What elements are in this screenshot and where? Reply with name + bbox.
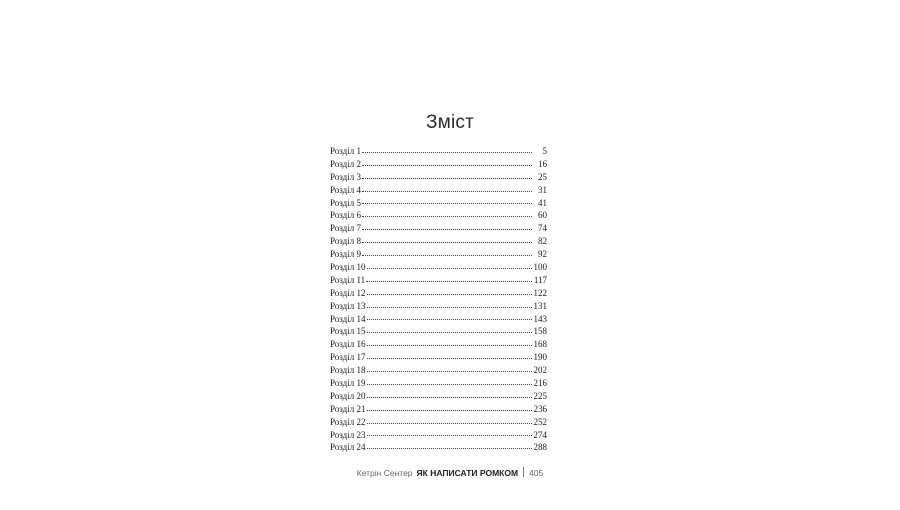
toc-entry bbox=[330, 416, 547, 429]
toc-entry-label: Розділ 21 bbox=[330, 403, 366, 414]
footer-author: Кетрін Сентер bbox=[356, 468, 413, 478]
toc-entry-page: 122 bbox=[533, 287, 547, 298]
toc-entry-label: Розділ 15 bbox=[330, 326, 366, 337]
toc-entry bbox=[330, 171, 547, 184]
toc-entry bbox=[330, 300, 547, 313]
toc-entry-page: 252 bbox=[533, 416, 547, 427]
toc-dot-leader bbox=[367, 267, 533, 269]
toc-entry bbox=[330, 145, 547, 158]
toc-entry-label: Розділ 8 bbox=[330, 236, 361, 247]
toc-entry-page: 274 bbox=[533, 429, 547, 440]
toc-dot-leader bbox=[367, 447, 533, 449]
toc-dot-leader bbox=[367, 306, 533, 308]
toc-dot-leader bbox=[367, 422, 533, 424]
toc-entry-label: Розділ 18 bbox=[330, 365, 366, 376]
toc-entry bbox=[330, 351, 547, 364]
toc-entry-label: Розділ 3 bbox=[330, 171, 361, 182]
toc-dot-leader bbox=[362, 151, 532, 153]
toc-entry-page: 100 bbox=[533, 262, 547, 273]
toc-entry bbox=[330, 390, 547, 403]
toc-entry-page: 60 bbox=[538, 210, 547, 221]
toc-entry-page: 25 bbox=[538, 171, 547, 182]
toc-dot-leader bbox=[367, 396, 533, 398]
toc-entry bbox=[330, 338, 547, 351]
toc-dot-leader bbox=[362, 164, 532, 166]
toc-dot-leader bbox=[367, 383, 533, 385]
toc-entry bbox=[330, 261, 547, 274]
toc-entry-label: Розділ 6 bbox=[330, 210, 361, 221]
toc-entry bbox=[330, 197, 547, 210]
toc-entry-page: 92 bbox=[538, 249, 547, 260]
toc-entry-label: Розділ 17 bbox=[330, 352, 366, 363]
toc-entry bbox=[330, 209, 547, 222]
toc-entry-page: 31 bbox=[538, 184, 547, 195]
toc-dot-leader bbox=[362, 228, 532, 230]
footer-book-title: ЯК НАПИСАТИ РОМКОМ bbox=[416, 468, 519, 478]
toc-dot-leader bbox=[362, 241, 532, 243]
toc-entry bbox=[330, 377, 547, 390]
toc-dot-leader bbox=[362, 254, 532, 256]
toc-entry bbox=[330, 158, 547, 171]
toc-dot-leader bbox=[367, 409, 533, 411]
toc-entry bbox=[330, 235, 547, 248]
toc-entry bbox=[330, 403, 547, 416]
page-footer bbox=[0, 467, 900, 478]
toc-entry-page: 202 bbox=[533, 365, 547, 376]
toc-dot-leader bbox=[362, 190, 532, 192]
toc-entry-page: 5 bbox=[542, 146, 547, 156]
toc-entry bbox=[330, 184, 547, 197]
toc-entry-label: Розділ 20 bbox=[330, 390, 366, 401]
toc-entry-label: Розділ 14 bbox=[330, 313, 366, 324]
toc-entry-label: Розділ 11 bbox=[330, 274, 366, 285]
toc-entry-page: 41 bbox=[538, 197, 547, 208]
toc-entry bbox=[330, 222, 547, 235]
toc-dot-leader bbox=[367, 293, 533, 295]
toc-entry bbox=[330, 325, 547, 338]
toc-entry-page: 216 bbox=[533, 378, 547, 389]
toc-entry-label: Розділ 4 bbox=[330, 184, 361, 195]
toc-entry-page: 131 bbox=[533, 300, 547, 311]
toc-entry-label: Розділ 9 bbox=[330, 249, 361, 260]
toc-title: Зміст bbox=[426, 112, 474, 133]
toc-dot-leader bbox=[367, 370, 533, 372]
toc-entry-label: Розділ 5 bbox=[330, 197, 361, 208]
toc-entry-label: Розділ 19 bbox=[330, 378, 366, 389]
toc-entry-label: Розділ 12 bbox=[330, 287, 366, 298]
toc-entry bbox=[330, 313, 547, 326]
footer-separator bbox=[523, 467, 524, 477]
toc-dot-leader bbox=[367, 344, 533, 346]
toc-entry-label: Розділ 10 bbox=[330, 262, 366, 273]
toc-dot-leader bbox=[367, 331, 533, 333]
toc-entry-page: 190 bbox=[533, 352, 547, 363]
toc-entry-page: 158 bbox=[533, 326, 547, 337]
toc-entry-label: Розділ 7 bbox=[330, 223, 361, 234]
toc-entry-label: Розділ 1 bbox=[330, 146, 361, 156]
toc-entry bbox=[330, 287, 547, 300]
toc-entry-page: 117 bbox=[533, 274, 547, 285]
toc-entry bbox=[330, 441, 547, 454]
toc-entry bbox=[330, 364, 547, 377]
toc-dot-leader bbox=[362, 202, 532, 204]
toc-entry-page: 288 bbox=[533, 442, 547, 453]
toc-entry bbox=[330, 429, 547, 442]
toc-dot-leader bbox=[362, 177, 532, 179]
footer-page-number: 405 bbox=[529, 468, 544, 478]
toc-entry-page: 236 bbox=[533, 403, 547, 414]
toc-entry bbox=[330, 274, 547, 287]
toc-entry-page: 82 bbox=[538, 236, 547, 247]
toc-entry-page: 225 bbox=[533, 390, 547, 401]
toc-dot-leader bbox=[367, 357, 533, 359]
toc-dot-leader bbox=[367, 434, 533, 436]
toc-entry-page: 143 bbox=[533, 313, 547, 324]
toc-entry-label: Розділ 13 bbox=[330, 300, 366, 311]
toc-entry-page: 16 bbox=[538, 158, 547, 169]
toc-entry-page: 168 bbox=[533, 339, 547, 350]
toc-entry bbox=[330, 248, 547, 261]
toc-dot-leader bbox=[362, 215, 532, 217]
toc-entry-label: Розділ 24 bbox=[330, 442, 366, 453]
toc-entry-label: Розділ 22 bbox=[330, 416, 366, 427]
toc-entry-label: Розділ 16 bbox=[330, 339, 366, 350]
toc-entry-label: Розділ 23 bbox=[330, 429, 366, 440]
toc-dot-leader bbox=[367, 318, 533, 320]
toc-dot-leader bbox=[366, 280, 532, 282]
toc-entry-page: 74 bbox=[538, 223, 547, 234]
toc-entry-label: Розділ 2 bbox=[330, 158, 361, 169]
toc-list bbox=[330, 145, 547, 454]
